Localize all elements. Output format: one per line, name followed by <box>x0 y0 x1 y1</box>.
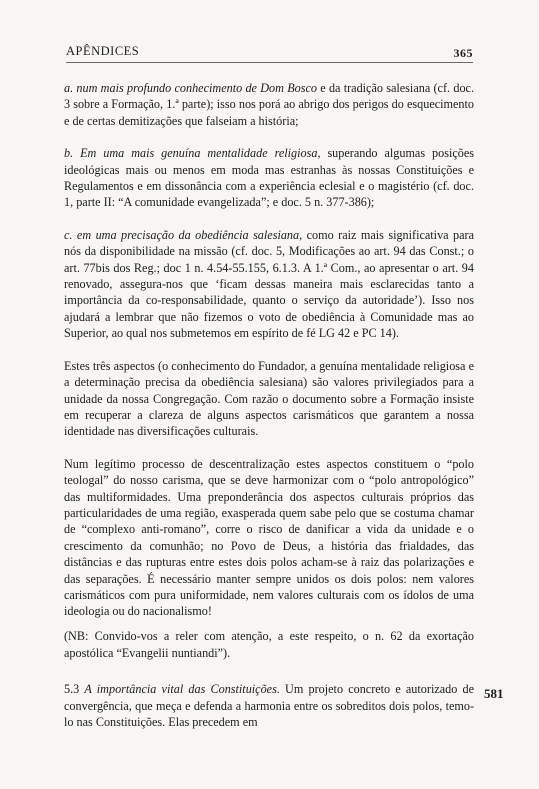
item-c <box>64 227 474 342</box>
item-b-text: superando algumas posições ideológicas mais ou menos em moda mas estranhas às nossas Constituições e Regulamentos e em dissonância com a experiência eclesial e o magistério (cf. doc. 1, parte II: “A comunidade evangelizada”; e doc. 5 n. 377-386); <box>64 146 474 210</box>
paragraph-three-aspects: Estes três aspectos (o conhecimento do Fundador, a genuína mentalidade religiosa e a determinação precisa da obediência salesiana) são valores privilegiados para a unidade da nossa Congregação. Com razão o documento sobre a Formação insiste em recuperar a clareza de alguns aspectos carismáticos que garantem a nossa identidade nas diversificações culturais. <box>64 358 474 439</box>
page-body <box>64 80 474 739</box>
page-number: 365 <box>453 46 473 60</box>
running-title: APÊNDICES <box>66 44 140 58</box>
item-a <box>64 80 474 129</box>
item-c-text: como raiz mais significativa para nós da disponibilidade na missão (cf. doc. 5, Modificações ao art. 94 das Const.; o art. 77bis dos Reg.; doc 1 n. 4.54-55.155, 6.1.3. A 1.ª Com., ao apresentar o art. 94 renovado, assegura-nos que ‘ficam dessas maneira mais esclarecidas tanto a importância da co-responsabilidade, quanto o serviço da autoridade’). Isso nos ajudará a lembrar que não fizemos o voto de obediência à Comunidade mas ao Superior, ao qual nos submetemos em espírito de fé LG 42 e PC 14). <box>64 227 474 341</box>
item-b <box>64 145 474 211</box>
paragraph-decentralization: Num legítimo processo de descentralização estes aspectos constituem o “polo teologal” do nosso carisma, que se deve harmonizar com o “polo antropológico” das multiformidades. Uma preponderância dos aspectos culturais próprios das particularidades de uma região, exasperada quem sabe pelo que se costuma chamar de “complexo anti-romano”, corre o risco de danificar a vida da unidade e o crescimento da comunhão; no Povo de Deus, a história das frialdades, das distâncias e das rupturas entre estes dois polos acham-se à raiz das polarizações e das separações. É necessário manter sempre unidos os dois polos: nem valores carismáticos com pura uniformidade, nem valores culturais com os ídolos de uma ideologia ou do nacionalismo! <box>64 456 474 619</box>
margin-number: 581 <box>484 686 504 701</box>
paragraph-note: (NB: Convido-vos a reler com atenção, a este respeito, o n. 62 da exortação apostólica “Evangelii nuntiandi”). <box>64 629 474 660</box>
item-b-italic: Em uma mais genuína mentalidade religiosa, <box>80 146 321 161</box>
item-c-label: c. <box>64 227 73 242</box>
item-c-italic: em uma precisação da obediência salesiana, <box>76 227 303 242</box>
item-a-italic: num mais profundo conhecimento de Dom Bosco <box>76 81 317 95</box>
section-5-3 <box>64 681 474 730</box>
section-5-3-number: 5.3 <box>64 682 80 697</box>
section-5-3-text: Um projeto concreto e autorizado de convergência, que meça e defenda a harmonia entre os sobreditos dois polos, temo-lo nas Constituições. Elas precedem em <box>64 682 475 729</box>
item-a-label: a. <box>64 81 74 95</box>
section-5-3-title: A importância vital das Constituições. <box>84 682 280 697</box>
header-rule <box>66 62 473 63</box>
item-a-text: e da tradição salesiana (cf. doc. 3 sobre a Formação, 1.ª parte); isso nos porá ao abrigo dos perigos do esquecimento e de certas demitizações que falseiam a história; <box>64 81 474 128</box>
item-b-label: b. <box>64 146 74 161</box>
